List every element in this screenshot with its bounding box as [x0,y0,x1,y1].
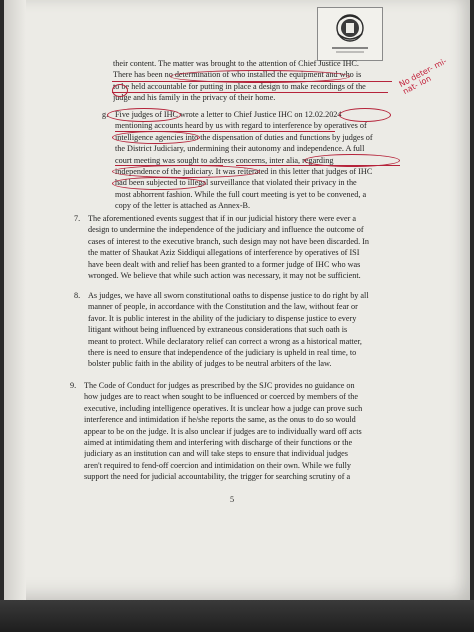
text-line: aimed at intimidating them and interfering with discharge of their functions or the [84,438,353,448]
para-7-label: 7. [74,214,81,223]
text-line: their content. The matter was brought to the attention of Chief Justice IHC. [113,59,359,68]
para-g-label: g. [102,110,109,119]
paragraph-9 [84,380,428,483]
text-line: The Code of Conduct for judges as prescribed by the SJC provides no guidance on [84,381,355,390]
text-line: how judges are to react when sought to be influenced or coerced by members of the [84,392,358,402]
table-surface [0,600,474,632]
text-line: favor. It is public interest in the ability of the judiciary to dispense justice to every [88,313,357,323]
text-line: have been dealt with and relief has been granted to a former judge of IHC who was [88,259,361,269]
document-page [4,0,470,600]
text-line: The aforementioned events suggest that if in our judicial history there were ever a [88,214,357,223]
paragraph-7 [88,213,428,281]
text-line: Five judges of IHC wrote a letter to Chief Justice IHC on 12.02.2024 [115,110,342,119]
text-line: manner of people, in accordance with the Constitution and the law, without fear or [88,302,358,312]
page-number: 5 [230,495,235,504]
text-line: wronged. We believe that while such action was necessary, it may not be sufficient. [88,271,361,281]
text-line: had been subjected to illegal surveillance that violated their privacy in the [115,178,357,188]
paragraph-8 [88,290,428,370]
continued-paragraph [113,58,405,104]
text-line: litigant without being influenced by extraneous considerations that such oath is [88,325,348,335]
text-line: bolster public faith in the ability of judges to be neutral arbiters of the law. [88,359,332,369]
text-line: appear to be on the judge. It is also unclear if judges are to individually ward off acts [84,426,362,436]
para-8-label: 8. [74,291,81,300]
para-9-label: 9. [70,381,77,390]
text-line: support the need for judicial accountability, the trigger for searching scrutiny of a [84,472,351,482]
court-seal-logo [317,7,383,61]
text-line: As judges, we have all sworn constitutional oaths to dispense justice to do right by all [88,291,369,300]
text-line: interference and intimidation if he/she reports the same, as the onus to do so would [84,415,356,425]
text-line: judiciary as an institution can and will take steps to ensure that individual judges [84,449,348,459]
page-fold-shadow [4,0,26,600]
paragraph-g [115,109,405,212]
text-line: aren't required to fend-off coercion and intimidation on their own. While we fully [84,460,351,470]
text-line: mentioning accounts heard by us with regard to interference by operatives of [115,121,367,131]
text-line: the matter of Shaukat Aziz Siddiqui allegations of interference by operatives of ISI [88,248,360,258]
text-line: most abhorrent fashion. While the full court meeting is yet to be convened, a [115,189,367,199]
text-line: cases of interest to the executive branch, such design may not have been discarded. In [88,236,370,246]
text-line: intelligence agencies into the dispensation of duties and functions by judges of [115,132,373,142]
text-line: There has been no determination of who installed the equipment and who is [113,70,362,80]
text-line: design to undermine the independence of the judiciary and influence the outcome of [88,225,364,235]
text-line: the District Judiciary, undermining their autonomy and independence. A full [115,144,365,154]
handwritten-margin-note: No deter- mi- nat- ion [397,56,449,97]
text-line: meant to protect. While declaratory relief can correct a wrong as a historical matter, [88,336,362,346]
text-line: executive, including intelligence operatives. It is unclear how a judge can prove such [84,403,363,413]
text-line: judge and his family in the privacy of their home. [113,93,276,103]
text-line: court meeting was sought to address concerns, inter alia, regarding [115,155,334,165]
text-line: independence of the judiciary. It was reiterated in this letter that judges of IHC [115,167,373,177]
text-line: to be held accountable for putting in place a design to make recordings of the [113,81,366,91]
text-line: there is need to ensure that independence of the judiciary is upheld in real time, to [88,348,357,358]
text-line: copy of the letter is attached as Annex-B. [115,201,251,211]
